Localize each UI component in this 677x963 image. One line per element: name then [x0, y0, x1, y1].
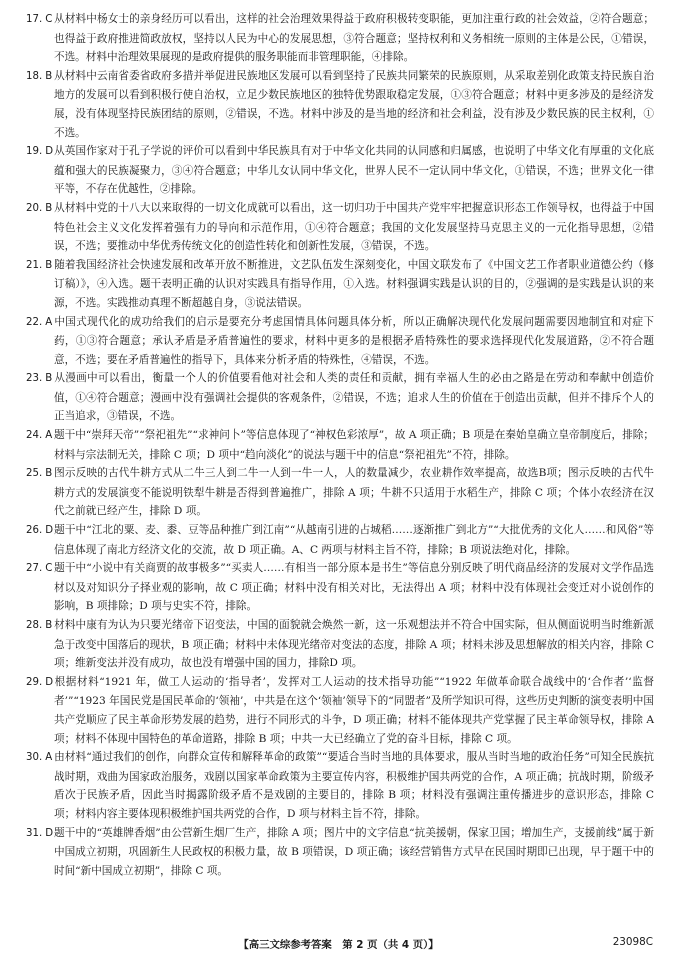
answer-letter: C — [45, 14, 53, 25]
question-number — [26, 617, 54, 636]
answer-explanation: 题干中“江北的粟、麦、黍、豆等品种推广到江南”“从越南引进的占城稻……逐渐推广到北方”“大批优秀的文化人……和风俗”等信息体现了南北方经济文化的交流，故 D 项正确。A、C 两项与材料主旨不符，排除；B 项说法绝对化，排除。 — [54, 524, 654, 556]
answer-explanation: 材料中康有为认为只要光绪帝下诏变法，中国的面貌就会焕然一新，这一乐观想法并不符合中国实际，但从侧面说明当时维新派急于改变中国落后的现状，B 项正确；材料中未体现光绪帝对变法的态度，排除 A 项；材料未涉及思想解放的相关内容，排除 C 项；维新变法并没有成功，故也没有增强中国的国力，排除D 项。 — [54, 619, 654, 670]
answer-letter: B — [45, 202, 53, 214]
answer-explanation: 从材料中杨女士的亲身经历可以看出，这样的社会治理效果得益于政府积极转变职能，更加注重行政的社会效益，②符合题意；也得益于政府推进简政放权，坚持以人民为中心的发展思想，③符合题意；坚持权利和义务相统一原则的主体是公民，①错误，不选。材料中治理效果展现的是政府提供的服务职能而非管理职能，④排除。 — [54, 13, 654, 64]
answer-letter: D — [45, 676, 54, 688]
answer-letter: D — [45, 525, 54, 537]
answer-item — [26, 313, 654, 370]
footer-page-label: 【高三文综参考答案 第 2 页（共 4 页）】 — [238, 939, 439, 951]
answer-explanation: 题干中的“英雄牌香烟”由公营新生烟厂生产，排除 A 项；图片中的文字信息“抗美援朝，保家卫国；增加生产，支援前线”属于新中国成立初期，巩固新生人民政权的积极力量，故 B 项错误，D 项正确；该经营销售方式早在民国时期即已出现，早于题干中的时间“新中国成立初期”，排除 C 项。 — [54, 826, 654, 877]
question-index: 25. — [26, 468, 43, 480]
answer-explanation: 从材料中云南省委省政府多措并举促进民族地区发展可以看到坚持了民族共同繁荣的民族原则，从采取差别化政策支持民族自治地方的发展可以看到积极行使自治权，立足少数民族地区的独特优势跟取稳定发展，①③符合题意；材料中更多涉及的是经济发展，没有体现坚持民族团结的原则，②错误，不选。材料中涉及的是当地的经济和社会利益，没有涉及少数民族的民主权利，①不选。 — [54, 69, 654, 139]
answer-explanation: 从英国作家对于孔子学说的评价可以看到中华民族具有对于中华文化共同的认同感和归属感，也说明了中华文化有厚重的文化底蕴和强大的民族凝聚力，③④符合题意；中华儿女认同中华文化，世界人民不一定认同中华文化，①错误，不选；世界文化一律平等，不存在优越性，②排除。 — [54, 145, 654, 196]
answer-item — [26, 369, 654, 426]
question-index: 27. — [26, 563, 43, 575]
answer-letter: A — [45, 430, 53, 442]
answer-item — [26, 142, 654, 199]
question-index: 23. — [26, 373, 43, 385]
answer-letter: B — [45, 70, 53, 82]
answer-explanation: 题干中“小说中有关商贾的故事极多”“买卖人……有相当一部分原本是书生”等信息分别反映了明代商品经济的发展对文学作品选材以及对知识分子择业观的影响，故 C 项正确；材料中没有相关对比，无法得出 A 项；材料中没有体现社会变迁对小说创作的影响，B 项排除；D 项与史实不符，排除。 — [54, 562, 654, 613]
answer-item — [26, 67, 654, 142]
answer-explanation: 随着我国经济社会快速发展和改革开放不断推进，文艺队伍发生深刻变化，中国文联发布了《中国文艺工作者职业道德公约（修订稿）》，④入选。题干表明正确的认识对实践具有指导作用，①入选。材料强调实践是认识的目的，②强调的是实践是认识的来源，不选。实践推动真理不断超越自身，③说法错误。 — [54, 258, 654, 309]
question-number — [26, 749, 54, 768]
question-index: 24. — [26, 430, 43, 442]
question-number — [26, 11, 54, 30]
answer-letter: B — [45, 373, 53, 385]
answer-explanation: 从漫画中可以看出，衡量一个人的价值要看他对社会和人类的责任和贡献，拥有幸福人生的必由之路是在劳动和奉献中创造价值，①④符合题意；漫画中没有强调社会提供的客观条件，②错误，不选；追求人生的价值在于创造出贡献，但并不排斥个人的正当追求，③错误，不选。 — [54, 372, 654, 423]
question-number — [26, 560, 54, 579]
answer-item — [26, 256, 654, 313]
question-number — [26, 427, 54, 446]
question-index: 28. — [26, 620, 43, 631]
answer-explanation: 题干中“崇拜天帝”“祭祀祖先”“求神问卜”等信息体现了“神权色彩浓厚”，故 A 项正确；B 项是在秦始皇确立皇帝制度后，排除；材料与宗法制无关，排除 C 项；D 项中“趋向淡化”的说法与题干中的信息“祭祀祖先”不符，排除。 — [54, 429, 654, 461]
answer-explanation: 中国式现代化的成功给我们的启示是要充分考虑国情具体问题具体分析，所以正确解决现代化发展问题需要因地制宜和对症下药，①③符合题意；承认矛盾是矛盾普遍性的要求，材料中更多的是根据矛盾特殊性的要求选择现代化发展道路，②不符合题意，不选；要在矛盾普遍性的指导下，具体来分析矛盾的特殊性，④错误，不选。 — [54, 315, 654, 366]
question-index: 18. — [26, 70, 43, 82]
question-index: 31. — [26, 827, 43, 839]
question-number — [26, 370, 54, 389]
question-number — [26, 674, 54, 693]
answer-letter: B — [45, 259, 53, 271]
answer-letter: B — [45, 620, 53, 631]
question-number — [26, 465, 54, 484]
question-index: 29. — [26, 676, 43, 688]
answer-item — [26, 521, 654, 559]
answer-item — [26, 464, 654, 521]
footer-doc-code: 23098C — [612, 936, 653, 948]
answer-letter: D — [45, 146, 54, 158]
answer-item — [26, 616, 654, 673]
page-footer — [0, 936, 677, 952]
question-number — [26, 314, 54, 333]
question-number — [26, 257, 54, 276]
answer-letter: D — [45, 827, 54, 839]
question-index: 17. — [26, 14, 43, 25]
answer-item — [26, 824, 654, 881]
answer-explanation: 根据材料“1921 年，做工人运动的‘指导者’，发挥对工人运动的技术指导功能”“1922 年做革命联合战线中的‘合作者’‘监督者’”“1923 年国民党是国民革命的‘领袖’，中共是在这个‘领袖’领导下的“同盟者”及所学知识可得，这些历史判断的演变表明中国共产党顺应了民主革命形势发展的趋势，进行不同形式的斗争，D 项正确；材料不能体现共产党掌握了民主革命领导权，排除 A 项；材料不体现中国特色的革命道路，排除 B 项；中共一大已经确立了党的奋斗目标，排除 C 项。 — [54, 675, 654, 745]
answer-explanation: 图示反映的古代牛耕方式从二牛三人到二牛一人到一牛一人，人的数量减少，农业耕作效率提高，故选B项；图示反映的古代牛耕方式的发展演变不能说明铁犁牛耕是否得到普遍推广，排除 A 项；牛耕不只适用于水稻生产，排除 C 项；个体小农经济在汉代之前就已经产生，排除 D 项。 — [54, 467, 654, 518]
answer-item — [26, 426, 654, 464]
question-number — [26, 68, 54, 87]
question-index: 20. — [26, 202, 43, 214]
answer-explanation: 由材料“通过我们的创作，向群众宣传和解释革命的政策”“要适合当时当地的具体要求，服从当时当地的政治任务”可知全民族抗战时期，戏曲为国家政治服务，戏剧以国家革命政策为主要宣传内容，积极维护国共两党的合作，A 项正确；抗战时期，阶级矛盾次于民族矛盾，因此当时揭露阶级矛盾不是戏剧的主要目的，排除 B 项；材料没有强调注重传播进步的意识形态，排除 C 项；材料内容主要体现积极维护国共两党的合作，D 项与材料主旨不符，排除。 — [54, 751, 654, 820]
answer-item — [26, 199, 654, 256]
question-number — [26, 825, 54, 844]
question-index: 19. — [26, 146, 43, 158]
answer-item — [26, 559, 654, 616]
question-number — [26, 143, 54, 162]
question-index: 22. — [26, 316, 43, 328]
answer-letter: A — [45, 752, 53, 764]
question-number — [26, 200, 54, 219]
answer-letter: C — [45, 563, 53, 575]
answer-item — [26, 673, 654, 748]
answer-explanation: 从材料中党的十八大以来取得的一切文化成就可以看出，这一切归功于中国共产党牢牢把握意识形态工作领导权，也得益于中国特色社会主义文化发挥着强有力的导向和示范作用，①④符合题意；我国的文化发展坚持马克思主义的一元化指导思想，②错误，不选；要推动中华优秀传统文化的创造性转化和创新性发展，③错误，不选。 — [54, 201, 654, 253]
answer-page — [26, 10, 654, 880]
question-index: 30. — [26, 752, 43, 764]
answer-letter: A — [45, 316, 53, 328]
question-number — [26, 522, 54, 541]
answer-letter: B — [45, 468, 53, 480]
answer-item — [26, 748, 654, 823]
question-index: 21. — [26, 259, 43, 271]
question-index: 26. — [26, 525, 43, 537]
answer-item — [26, 10, 654, 67]
